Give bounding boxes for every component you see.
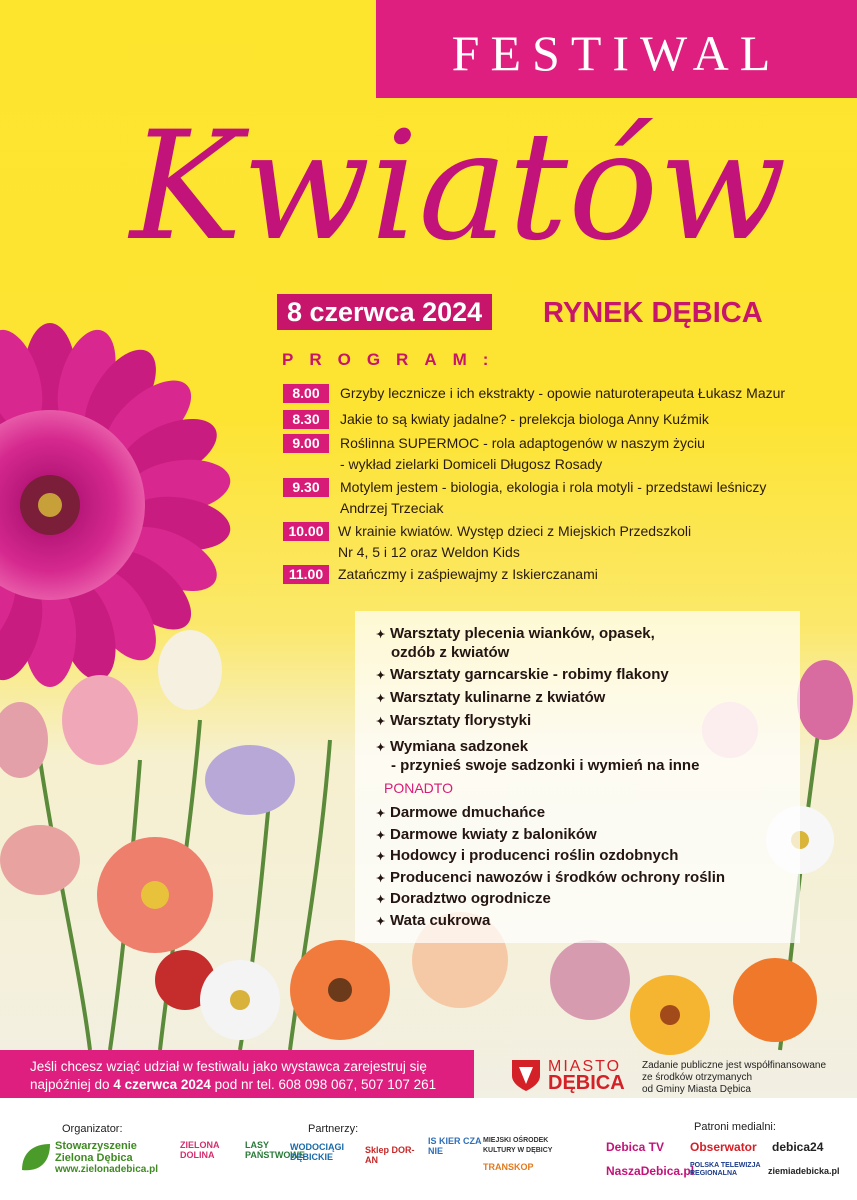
- bullet-icon: ✦: [376, 872, 386, 885]
- workshop-item: ✦ Wymiana sadzonek: [376, 737, 528, 758]
- bullet-icon: ✦: [376, 829, 386, 842]
- extra-item: ✦ Hodowcy i producenci roślin ozdobnych: [376, 846, 678, 867]
- bullet-icon: ✦: [376, 629, 386, 641]
- program-heading: PROGRAM:: [282, 350, 505, 369]
- workshop-item: ✦ Warsztaty plecenia wianków, opasek,: [376, 624, 655, 645]
- program-description: Roślinna SUPERMOC - rola adaptogenów w naszym życiu: [340, 435, 705, 451]
- partner-logo: WODOCIĄGI DĘBICKIE: [290, 1142, 344, 1162]
- program-time: 10.00: [283, 522, 329, 541]
- media-logo: debica24: [772, 1140, 824, 1154]
- organizer-label: Organizator:: [62, 1123, 123, 1135]
- bullet-icon: ✦: [376, 670, 386, 682]
- venue-label: RYNEK DĘBICA: [543, 297, 763, 329]
- bullet-icon: ✦: [376, 716, 386, 728]
- partner-logo: MIEJSKI OŚRODEK KULTURY W DĘBICY: [483, 1137, 553, 1154]
- partner-logo: LASY PAŃSTWOWE: [245, 1140, 305, 1160]
- extra-item: ✦ Darmowe dmuchańce: [376, 803, 545, 824]
- date-badge: 8 czerwca 2024: [277, 294, 492, 330]
- program-description: Grzyby lecznicze i ich ekstrakty - opowie naturoterapeuta Łukasz Mazur: [340, 385, 786, 401]
- media-logo: POLSKA TELEWIZJA REGIONALNA: [690, 1162, 761, 1177]
- program-description: Nr 4, 5 i 12 oraz Weldon Kids: [338, 544, 520, 560]
- bullet-icon: ✦: [376, 894, 386, 906]
- festival-title: [120, 88, 787, 278]
- media-label: Patroni medialni:: [694, 1121, 776, 1133]
- partner-logo: TRANSKOP: [483, 1162, 534, 1172]
- extra-item: ✦ Doradztwo ogrodnicze: [376, 889, 551, 910]
- program-description: Zatańczmy i zaśpiewajmy z Iskierczanami: [338, 566, 598, 582]
- bullet-icon: ✦: [376, 808, 386, 820]
- partner-logo: IS KIER CZA NIE: [428, 1136, 482, 1156]
- program-time: 9.30: [283, 478, 329, 497]
- media-logo: NaszaDebica.pl: [606, 1164, 695, 1178]
- program-time: 8.00: [283, 384, 329, 403]
- program-time: 11.00: [283, 565, 329, 584]
- registration-line-2: najpóźniej do 4 czerwca 2024 pod nr tel. 608 098 067, 507 107 261: [30, 1077, 437, 1092]
- program-description: - wykład zielarki Domiceli Długosz Rosady: [340, 456, 603, 472]
- ponadto-heading: PONADTO: [384, 780, 453, 796]
- workshop-item: ✦ Warsztaty garncarskie - robimy flakony: [376, 665, 669, 686]
- bullet-icon: ✦: [376, 693, 386, 705]
- registration-line-1: Jeśli chcesz wziąć udział w festiwalu jako wystawca zarejestruj się: [30, 1059, 427, 1074]
- workshop-item: ozdób z kwiatów: [391, 644, 510, 661]
- organizer-url[interactable]: www.zielonadebica.pl: [55, 1164, 158, 1175]
- bullet-icon: ✦: [376, 742, 386, 754]
- program-description: Jakie to są kwiaty jadalne? - prelekcja biologa Anny Kuźmik: [340, 411, 709, 427]
- extra-item: ✦ Wata cukrowa: [376, 911, 490, 932]
- media-logo: Debica TV: [606, 1140, 665, 1154]
- city-miasto: MIASTO: [548, 1058, 622, 1075]
- organizer-name: Stowarzyszenie Zielona Dębica: [55, 1140, 137, 1164]
- partner-logo: Sklep DOR-AN: [365, 1145, 415, 1165]
- partners-label: Partnerzy:: [308, 1123, 359, 1135]
- partner-logo: ZIELONA DOLINA: [180, 1140, 220, 1160]
- workshop-item: ✦ Warsztaty kulinarne z kwiatów: [376, 688, 605, 709]
- bullet-icon: ✦: [376, 915, 386, 928]
- media-logo: Obserwator: [690, 1140, 757, 1154]
- bullet-icon: ✦: [376, 851, 386, 863]
- program-description: Andrzej Trzeciak: [340, 500, 444, 516]
- program-description: W krainie kwiatów. Występ dzieci z Miejskich Przedszkoli: [338, 523, 692, 539]
- workshop-item: ✦ Warsztaty florystyki: [376, 711, 531, 732]
- program-time: 9.00: [283, 434, 329, 453]
- extra-item: ✦ Producenci nawozów i środków ochrony roślin: [376, 868, 725, 889]
- funding-note: Zadanie publiczne jest współfinansowane ze środków otrzymanych od Gminy Miasta Dębica: [642, 1060, 827, 1095]
- program-time: 8.30: [283, 410, 329, 429]
- city-name: DĘBICA: [548, 1072, 625, 1094]
- leaf-logo-icon: [18, 1140, 52, 1174]
- debica-crest-icon: [510, 1058, 542, 1092]
- media-logo: ziemiadebicka.pl: [768, 1166, 840, 1176]
- extra-item: ✦ Darmowe kwiaty z baloników: [376, 825, 597, 846]
- festival-title-text: Kwiatów: [130, 100, 787, 274]
- registration-deadline: 4 czerwca 2024: [113, 1077, 211, 1092]
- festiwal-label: FESTIWAL: [451, 25, 782, 81]
- workshop-item: - przynieś swoje sadzonki i wymień na inne: [391, 757, 700, 774]
- program-description: Motylem jestem - biologia, ekologia i rola motyli - przedstawi leśniczy: [340, 479, 767, 495]
